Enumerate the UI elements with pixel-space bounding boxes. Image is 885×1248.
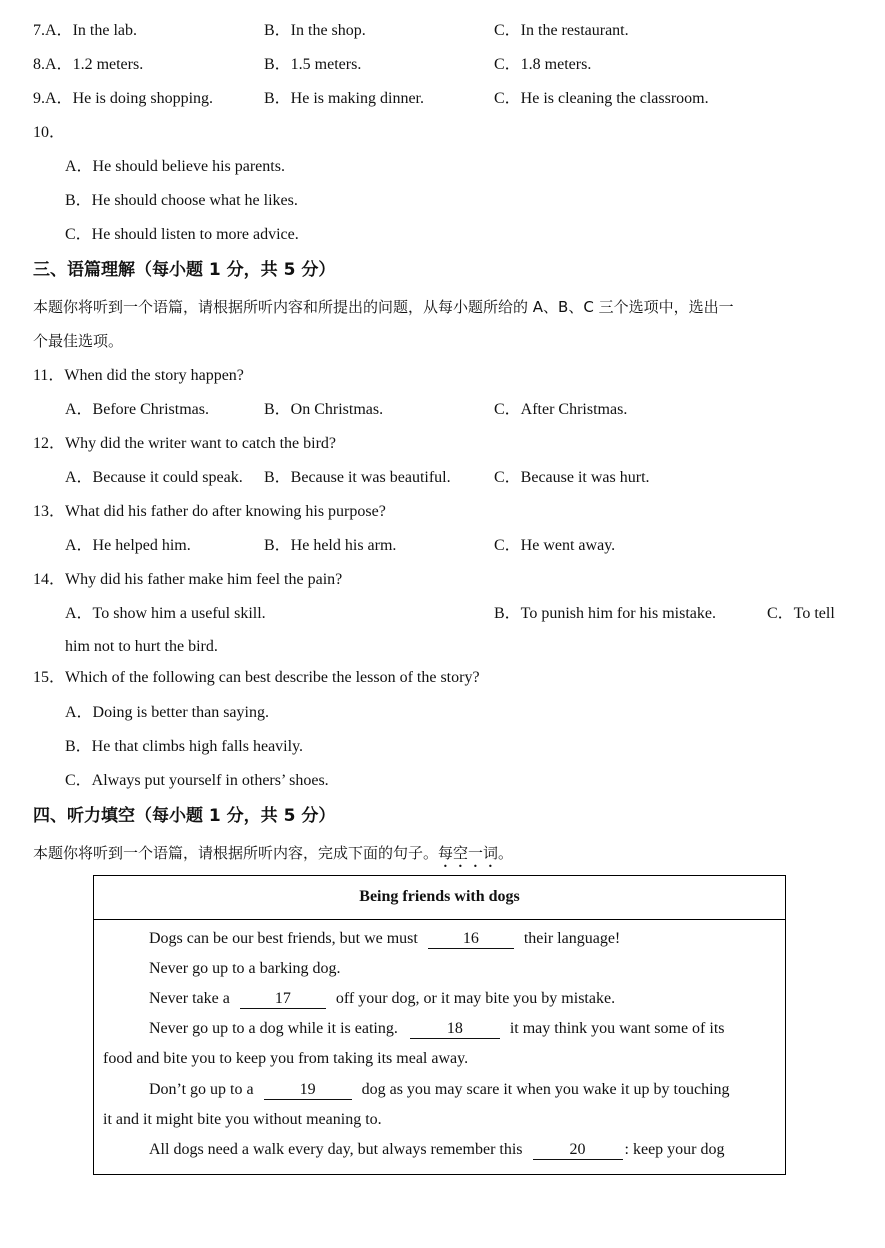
table-title-row [94,876,785,920]
line4-text: Never go up to a dog while it is eating. [149,1020,398,1037]
q14-option-b: B．To punish him for his mistake. [494,605,716,622]
section4-instruction [33,843,513,871]
listening-fill-table [93,875,786,1175]
section4-instruction-text: 本题你将听到一个语篇，请根据所听内容，完成下面的句子。 [33,844,439,862]
section4-heading: 四、听力填空（每小题 1 分，共 5 分） [33,806,336,826]
line8-text: All dogs need a walk every day, but always remember this [149,1141,523,1158]
q9-option-c: C．He is cleaning the classroom. [494,90,709,107]
table-line-8 [149,1140,725,1160]
q9-num: 9.A． [33,90,73,107]
section3-instruction-line2: 个最佳选项。 [33,332,124,350]
table-title: Being friends with dogs [359,888,520,905]
q10-option-a: A．He should believe his parents. [65,158,285,175]
q13-option-c: C．He went away. [494,537,616,554]
section3-instruction-line1: 本题你将听到一个语篇，请根据所听内容和所提出的问题，从每小题所给的 A、B、C 三个选项中，选出一 [33,298,734,316]
section4-instruction-end: 。 [498,844,514,862]
table-line-6 [149,1080,730,1100]
q11-stem: 11．When did the story happen? [33,367,244,384]
q13-option-b: B．He held his arm. [264,537,397,554]
q8-num: 8.A． [33,56,73,73]
table-line-2: Never go up to a barking dog. [149,960,341,977]
q8-option-a: 1.2 meters. [72,56,144,73]
blank-18: 18 [410,1020,500,1039]
blank-17: 17 [240,990,326,1009]
q14-stem: 14．Why did his father make him feel the pain? [33,571,343,588]
q7-option-a: In the lab. [72,22,137,39]
q14-option-c: C．To tell [767,605,835,622]
q12-option-c: C．Because it was hurt. [494,469,650,486]
q9-row [33,89,213,109]
q7-row [33,21,137,41]
q7-option-c: C．In the restaurant. [494,22,629,39]
q8-option-c: C．1.8 meters. [494,56,592,73]
table-line-3 [149,989,615,1009]
blank-16: 16 [428,930,514,949]
line4-text-end: it may think you want some of its [509,1020,725,1037]
blank-20: 20 [533,1141,623,1160]
line6-text-end: dog as you may scare it when you wake it up by touching [361,1081,730,1098]
q10-option-b: B．He should choose what he likes. [65,192,298,209]
q13-option-a: A．He helped him. [65,537,191,554]
q14-option-a: A．To show him a useful skill. [65,605,266,622]
line6-text: Don’t go up to a [149,1081,254,1098]
line3-text: Never take a [149,990,230,1007]
q10-num: 10． [33,124,66,141]
table-line-5: food and bite you to keep you from taking its meal away. [103,1050,469,1067]
table-line-1 [149,929,620,949]
blank-19: 19 [264,1081,352,1100]
q15-option-c: C．Always put yourself in others’ shoes. [65,772,329,789]
q12-option-b: B．Because it was beautiful. [264,469,451,486]
line8-text-end: : keep your dog [624,1141,725,1158]
line1-text: Dogs can be our best friends, but we must [149,930,418,947]
q15-stem: 15．Which of the following can best describe the lesson of the story? [33,669,480,686]
q15-option-a: A．Doing is better than saying. [65,704,269,721]
q9-option-a: He is doing shopping. [72,90,214,107]
q9-option-b: B．He is making dinner. [264,90,424,107]
q15-option-b: B．He that climbs high falls heavily. [65,738,304,755]
q12-stem: 12．Why did the writer want to catch the bird? [33,435,337,452]
q10-option-c: C．He should listen to more advice. [65,226,299,243]
q14-option-c-continued: him not to hurt the bird. [65,638,218,655]
q13-stem: 13．What did his father do after knowing his purpose? [33,503,386,520]
q12-option-a: A．Because it could speak. [65,469,243,486]
q11-option-c: C．After Christmas. [494,401,628,418]
section4-instruction-emphasis: 每空一词 [438,844,499,862]
q8-option-b: B．1.5 meters. [264,56,362,73]
q7-num: 7.A． [33,22,73,39]
section3-heading: 三、语篇理解（每小题 1 分，共 5 分） [33,260,336,280]
q11-option-a: A．Before Christmas. [65,401,209,418]
q8-row [33,55,143,75]
table-line-7: it and it might bite you without meaning to. [103,1111,382,1128]
line1-text-end: their language! [523,930,621,947]
q7-option-b: B．In the shop. [264,22,366,39]
q11-option-b: B．On Christmas. [264,401,384,418]
line3-text-end: off your dog, or it may bite you by mistake. [335,990,616,1007]
table-line-4 [149,1019,725,1039]
